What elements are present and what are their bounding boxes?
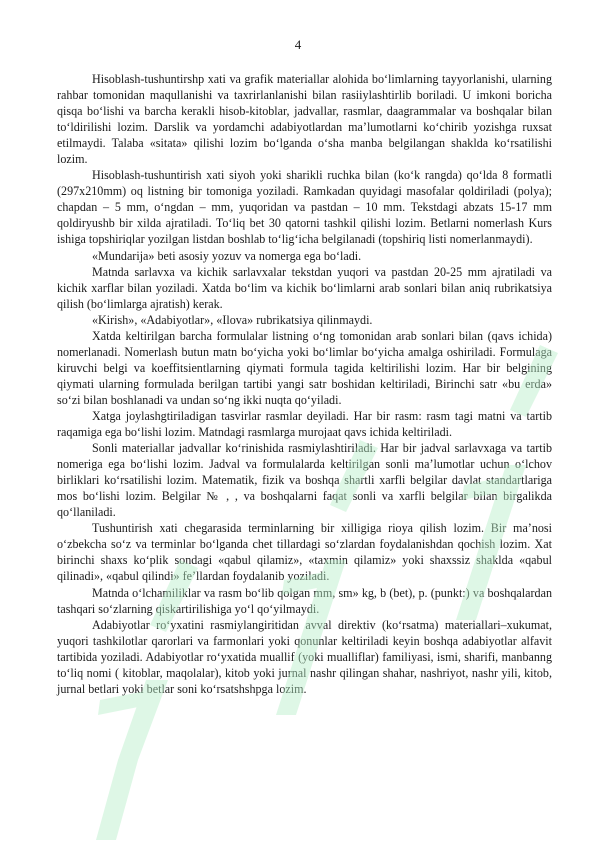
paragraph: Hisoblash-tushuntirshp xati va grafik materiallar alohida bo‘limlarning tayyorlanishi, ularning rahbar tomonidan maqullanishi va taxrirlanlanishi bilan rasiiylashtirlib boriladi. U imkoni boricha qisqa bo‘lishi va barcha kerakli hisob-kitoblar, jadvallar, rasmlar, daagrammalar va boshqalar bilan to‘ldirilishi lozim. Darslik va yordamchi adabiyotlardan ma’lumotlarni ko‘chirib yozishga ruxsat etilmaydi. Talaba «sitata» qilishi lozim bo‘lganda o‘sha manba belgilangan shaklda ko‘rsatilishi lozim.	[57, 72, 552, 167]
paragraph: Xatga joylashgtiriladigan tasvirlar rasmlar deyiladi. Har bir rasm: rasm tagi matni va tartib raqamiga ega bo‘lishi lozim. Matndagi rasmlarga murojaat qavs ichida keltiriladi.	[57, 408, 552, 440]
paragraph: Tushuntirish xati chegarasida terminlarning bir xilligiga rioya qilish lozim. Bir ma’nosi o‘zbekcha so‘z va terminlar bo‘lganda chet tillardagi so‘zlardan foydalanishdan qochish lozim. Xat birinchi shaxs ko‘plik sondagi «qabul qilamiz», «taxmin qilamiz» yoki shaxssiz shaklda «qabul qilinadi», «qabul qilindi» fe’llardan foydalanib yoziladi.	[57, 521, 552, 584]
document-body	[57, 71, 552, 697]
paragraph: «Mundarija» beti asosiy yozuv va nomerga ega bo‘ladi.	[92, 248, 362, 263]
paragraph: Hisoblash-tushuntirish xati siyoh yoki sharikli ruchka bilan (ko‘k rangda) qo‘lda 8 formatli (297x210mm) oq listning bir tomoniga yoziladi. Ramkadan quyidagi masofalar qoldiriladi (polya); chapdan – 5 mm, o‘ngdan – mm, yuqoridan va pastdan – 10 mm. Tekstdagi abzats 15-17 mm qoldiryushb bir xilda ajratiladi. To‘liq bet 30 qatorni tashkil qilishi lozim. Betlarni nomerlash Kurs ishiga topshiriqlar yozilgan listdan boshlab to‘lig‘icha belgilanadi (topshiriq listi nomerlanmaydi).	[57, 168, 552, 247]
paragraph: Matnda o‘lchamiliklar va rasm bo‘lib qolgan mm, sm» kg, b (bet), p. (punkt:) va boshqalardan tashqari so‘zlarning qiskartirilishiga yo‘l qo‘yilmaydi.	[57, 585, 552, 616]
paragraph: Xatda keltirilgan barcha formulalar listning o‘ng tomonidan arab sonlari bilan (qavs ichida) nomerlanadi. Nomerlash butun matn bo‘yicha yoki bo‘limlar bo‘yicha amalga oshiriladi. Formulaga kiruvchi belgi va koeffitsientlarning qiymati formula tagida keltirilishi lozim. Har bir belgining qiymati ularning formulada berilgan tartibi yangi satr boshidan keltiriladi, Birinchi satr «bu erda» so‘zi bilan boshlanadi va undan so‘ng ikki nuqta qo‘yiladi.	[57, 328, 552, 407]
paragraph: Sonli materiallar jadvallar ko‘rinishida rasmiylashtiriladi. Har bir jadval sarlavxaga va tartib nomeriga ega bo‘lishi lozim. Jadval va formulalarda keltirilgan sonli ma’lumotlar uchun o‘lchov birliklari ko‘rsatilishi lozim. Matematik, fizik va boshqa shartli xarfli belgilar davlat standartlariga mos bo‘lishi lozim. Belgilar № , , va boshqalarni faqat sonli va xarfli belgilar bilan birgalikda qo‘llaniladi.	[57, 441, 552, 520]
page-number: 4	[294, 37, 302, 52]
paragraph: «Kirish», «Adabiyotlar», «Ilova» rubrikatsiya qilinmaydi.	[92, 312, 373, 327]
paragraph: Adabiyotlar ro‘yxatini rasmiylangiritidan avval direktiv (ko‘rsatma) materiallari–xukumat, yuqori tashkilotlar qarorlari va farmonlari yoki qonunlar keltiriladi keyin boshqa adabiyotlar alfavit tartibida yoziladi. Adabiyotlar ro‘yxatida muallif (yoki mualliflar) familiyasi, ismi, sharifi, manbanng to‘liq nomi ( kitoblar, maqolalar), kitob yoki jurnal nashr qilingan shahar, nashriyot, nashr yili, kitob, jurnal betlari yoki betlar soni ko‘rsatshshpga lozim.	[57, 617, 552, 696]
paragraph: Matnda sarlavxa va kichik sarlavxalar tekstdan yuqori va pastdan 20-25 mm ajratiladi va kichik xarflar bilan yoziladi. Xatda bo‘lim va kichik bo‘limlarni arab sonlari bilan aniq rubrikatsiya qilish (bo‘limlarga ajratish) kerak.	[57, 264, 552, 311]
